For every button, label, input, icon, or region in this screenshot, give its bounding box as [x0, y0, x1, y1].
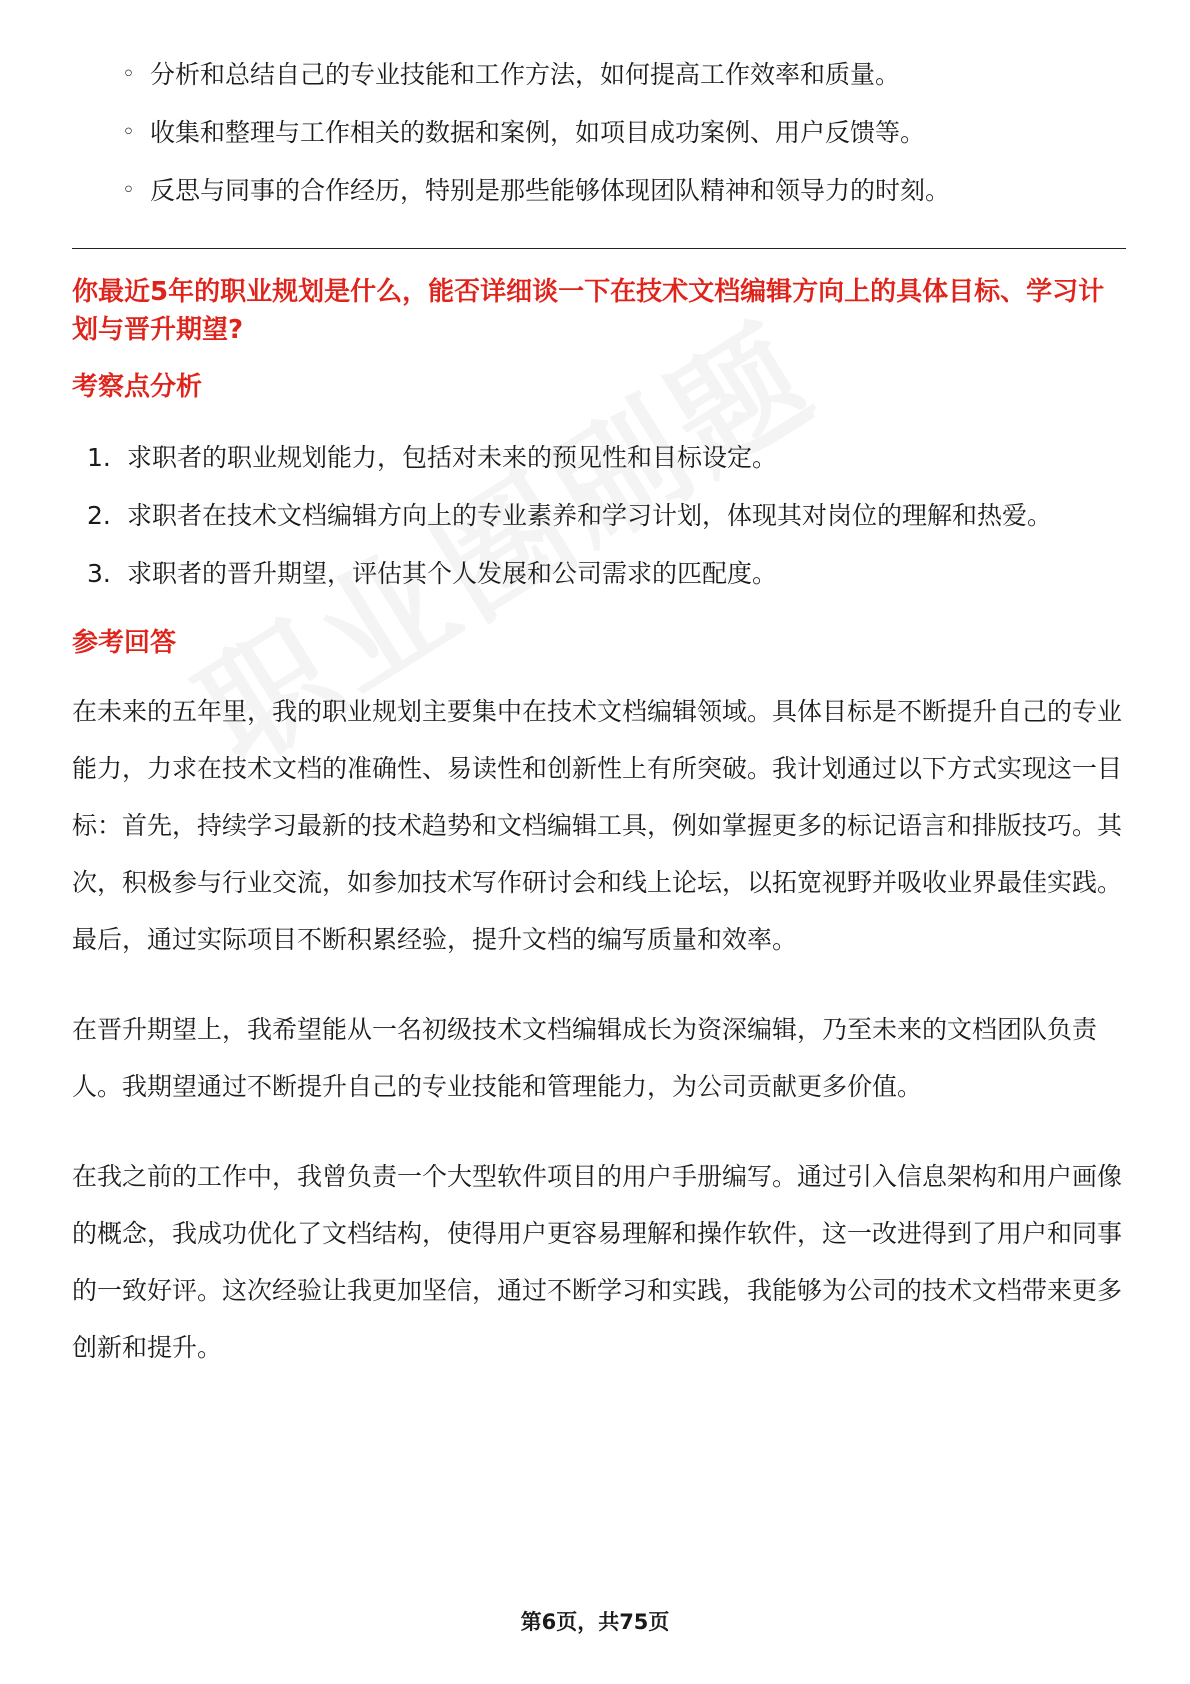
- document-page: [72, 56, 1126, 1376]
- bullet-marker: ◦: [122, 62, 135, 87]
- list-item: [122, 56, 1126, 94]
- list-item: [87, 487, 1126, 545]
- list-item: [122, 172, 1126, 210]
- list-item: [87, 545, 1126, 603]
- answer-paragraph: 在未来的五年里，我的职业规划主要集中在技术文档编辑领域。具体目标是不断提升自己的专业能力，力求在技术文档的准确性、易读性和创新性上有所突破。我计划通过以下方式实现这一目标：首先，持续学习最新的技术趋势和文档编辑工具，例如掌握更多的标记语言和排版技巧。其次，积极参与行业交流，如参加技术写作研讨会和线上论坛，以拓宽视野并吸收业界最佳实践。最后，通过实际项目不断积累经验，提升文档的编写质量和效率。: [72, 697, 1123, 954]
- question-heading: 你最近5年的职业规划是什么，能否详细谈一下在技术文档编辑方向上的具体目标、学习计划与晋升期望?: [72, 277, 1105, 345]
- item-number: 1.: [87, 443, 111, 472]
- answer-paragraph: 在我之前的工作中，我曾负责一个大型软件项目的用户手册编写。通过引入信息架构和用户画像的概念，我成功优化了文档结构，使得用户更容易理解和操作软件，这一改进得到了用户和同事的一致好评。这次经验让我更加坚信，通过不断学习和实践，我能够为公司的技术文档带来更多创新和提升。: [72, 1162, 1123, 1362]
- bullet-text: 分析和总结自己的专业技能和工作方法，如何提高工作效率和质量。: [150, 60, 901, 89]
- analysis-list: [72, 429, 1126, 603]
- page-footer: 第6页，共75页: [520, 1610, 670, 1634]
- item-number: 3.: [87, 559, 111, 588]
- analysis-heading: 考察点分析: [72, 372, 203, 402]
- item-text: 求职者的职业规划能力，包括对未来的预见性和目标设定。: [127, 443, 778, 472]
- answer-heading: 参考回答: [72, 628, 177, 658]
- bullet-marker: ◦: [122, 120, 135, 145]
- bullet-text: 收集和整理与工作相关的数据和案例，如项目成功案例、用户反馈等。: [150, 118, 926, 147]
- bullet-list: [72, 56, 1126, 210]
- answer-paragraph: 在晋升期望上，我希望能从一名初级技术文档编辑成长为资深编辑，乃至未来的文档团队负责人。我期望通过不断提升自己的专业技能和管理能力，为公司贡献更多价值。: [72, 1015, 1098, 1101]
- bullet-text: 反思与同事的合作经历，特别是那些能够体现团队精神和领导力的时刻。: [150, 176, 951, 205]
- bullet-marker: ◦: [122, 178, 135, 203]
- item-text: 求职者在技术文档编辑方向上的专业素养和学习计划，体现其对岗位的理解和热爱。: [127, 501, 1053, 530]
- item-number: 2.: [87, 501, 111, 530]
- section-divider: [72, 248, 1126, 249]
- item-text: 求职者的晋升期望，评估其个人发展和公司需求的匹配度。: [127, 559, 778, 588]
- list-item: [87, 429, 1126, 487]
- list-item: [122, 114, 1126, 152]
